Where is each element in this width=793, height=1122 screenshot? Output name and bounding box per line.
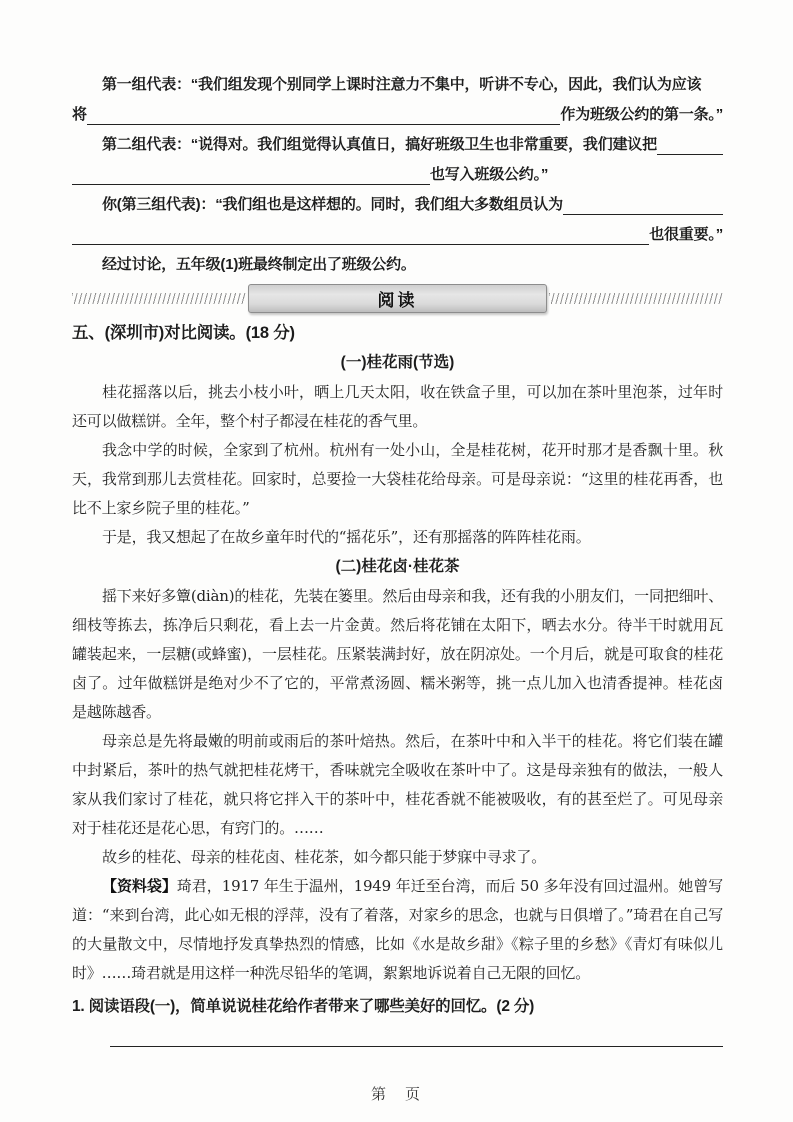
answer-blank-3b[interactable]	[72, 220, 649, 245]
hatch-right-decoration	[549, 293, 723, 304]
answer-blank-2b[interactable]	[72, 160, 430, 185]
blank-suffix: 作为班级公约的第一条。”	[560, 106, 723, 123]
passage2-paragraph: 故乡的桂花、母亲的桂花卤、桂花茶，如今都只能于梦寐中寻求了。	[102, 848, 547, 866]
passage1-paragraph: 我念中学的时候，全家到了杭州。杭州有一处小山，全是桂花树，花开时那才是香飘十里。秋天，我常到那儿去赏桂花。回家时，总要捡一大袋桂花给母亲。可是母亲说：“这里的桂花再香，也比不上家乡院子里的桂花。”	[72, 441, 723, 517]
section-banner-reading	[72, 283, 723, 313]
resource-bag-label: 【资料袋】	[102, 878, 177, 895]
passage2-paragraph: 摇下来好多簟(diàn)的桂花，先装在篓里。然后由母亲和我，还有我的小朋友们，一同把细叶、细枝等拣去，拣净后只剩花，看上去一片金黄。然后将花铺在太阳下，晒去水分。待半干时就用瓦罐装起来，一层糖(或蜂蜜)，一层桂花。压紧装满封好，放在阴凉处。一个月后，就是可取食的桂花卤了。过年做糕饼是绝对少不了它的，平常煮汤圆、糯米粥等，挑一点儿加入也清香提神。桂花卤是越陈越香。	[72, 587, 723, 721]
resource-bag-paragraph	[72, 872, 723, 988]
answer-blank-2a[interactable]	[657, 130, 723, 155]
question-1: 1. 阅读语段(一)，简单说说桂花给作者带来了哪些美好的回忆。(2 分)	[72, 998, 535, 1015]
passage1-paragraph: 桂花摇落以后，挑去小枝小叶，晒上几天太阳，收在铁盒子里，可以加在茶叶里泡茶，过年时还可以做糕饼。全年，整个村子都浸在桂花的香气里。	[72, 383, 723, 430]
dialogue-conclusion: 经过讨论，五年级(1)班最终制定出了班级公约。	[102, 256, 416, 273]
fill-blank-line-3	[72, 220, 723, 250]
question-1-answer-line[interactable]	[110, 1022, 723, 1047]
dialogue-line-group2	[72, 130, 723, 160]
blank-suffix: 也写入班级公约。”	[430, 166, 549, 183]
fill-blank-line-2	[72, 160, 723, 190]
section5-heading: 五、(深圳市)对比阅读。(18 分)	[72, 324, 295, 342]
dialogue-line-group1: 第一组代表：“我们组发现个别同学上课时注意力不集中，听讲不专心，因此，我们认为应该	[102, 76, 702, 93]
passage1-title: (一)桂花雨(节选)	[340, 354, 455, 371]
hatch-left-decoration	[72, 293, 246, 304]
answer-blank-1[interactable]	[87, 100, 561, 125]
page-footer: 第 页	[370, 1086, 422, 1103]
dialogue-line-group3	[72, 190, 723, 220]
banner-bar	[248, 284, 547, 313]
blank-prefix: 将	[72, 106, 87, 123]
dialogue-text: 你(第三组代表)：“我们组也是这样想的。同时，我们组大多数组员认为	[102, 196, 563, 213]
resource-bag-text: 琦君，1917 年生于温州，1949 年迁至台湾，而后 50 多年没有回过温州。她曾写道：“来到台湾，此心如无根的浮萍，没有了着落，对家乡的思念，也就与日俱增了。”琦君在自己写的大量散文中，尽情地抒发真挚热烈的情感，比如《水是故乡甜》《粽子里的乡愁》《青灯有味似儿时》……琦君就是用这样一种洗尽铅华的笔调，絮絮地诉说着自己无限的回忆。	[72, 877, 723, 982]
fill-blank-line-1	[72, 100, 723, 130]
answer-blank-3a[interactable]	[563, 190, 723, 215]
banner-label: 阅读	[377, 290, 418, 310]
passage1-paragraph: 于是，我又想起了在故乡童年时代的“摇花乐”，还有那摇落的阵阵桂花雨。	[102, 528, 591, 546]
passage2-title: (二)桂花卤·桂花茶	[335, 558, 460, 575]
passage2-paragraph: 母亲总是先将最嫩的明前或雨后的茶叶焙热。然后，在茶叶中和入半干的桂花。将它们装在罐中封紧后，茶叶的热气就把桂花烤干，香味就完全吸收在茶叶中了。这是母亲独有的做法，一般人家从我们家讨了桂花，就只将它拌入干的茶叶中，桂花香就不能被吸收，有的甚至烂了。可见母亲对于桂花还是花心思，有窍门的。……	[72, 732, 723, 837]
dialogue-text: 第二组代表：“说得对。我们组觉得认真值日，搞好班级卫生也非常重要，我们建议把	[102, 136, 657, 153]
page-content	[72, 70, 723, 1047]
blank-suffix: 也很重要。”	[649, 226, 723, 243]
class-rules-discussion	[72, 70, 723, 280]
